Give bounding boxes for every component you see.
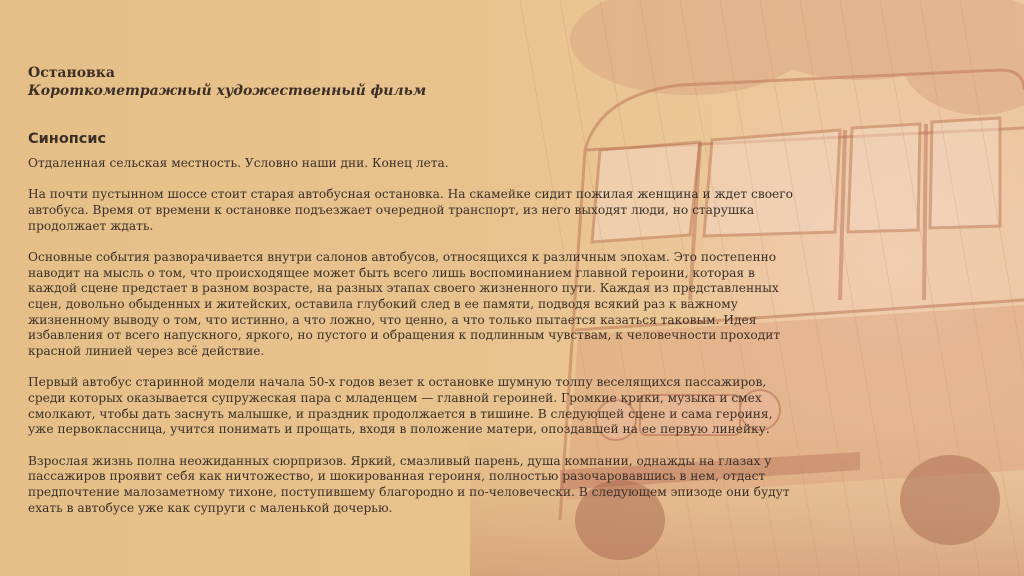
- synopsis-heading: Синопсис: [28, 131, 107, 147]
- synopsis-paragraph: Основные события разворачивается внутри салонов автобусов, относящихся к различным эпохам. Это постепенно наводит на мысль о том, что происходящее может быть всего лишь воспоминанием главной героини, которая в каждой сцене предстает в разном возрасте, на разных этапах своего жизненного пути. Каждая из представленных сцен, довольно обыденных и житейских, оставила глубокий след в ее памяти, подводя всякий раз к важному жизненному выводу о том, что истинно, а что ложно, что ценно, а что только пытается казаться таковым. Идея избавления от всего напускного, яркого, но пустого и обращения к подлинным чувствам, к человечности проходит красной линией через всё действие.: [28, 249, 781, 359]
- film-title: Остановка: [28, 65, 115, 81]
- synopsis-paragraph: Взрослая жизнь полна неожиданных сюрпризов. Яркий, смазливый парень, душа компании, однажды на глазах у пассажиров проявит себя как ничтожество, и шокированная героиня, полностью разочаровавшись в нем, отдаст предпочтение малозаметному тихоне, поступившему благородно и по-человечески. В следующем эпизоде они будут ехать в автобусе уже как супруги с маленькой дочерью.: [28, 453, 790, 515]
- content-area: [28, 64, 798, 515]
- synopsis-paragraph: Отдаленная сельская местность. Условно наши дни. Конец лета.: [28, 156, 449, 170]
- synopsis-text: [28, 156, 798, 532]
- synopsis-paragraph: На почти пустынном шоссе стоит старая автобусная остановка. На скамейке сидит пожилая женщина и ждет своего автобуса. Время от времени к остановке подъезжает очередной транспорт, из него выходят люди, но старушка продолжает ждать.: [28, 187, 793, 233]
- synopsis-paragraph: Первый автобус старинной модели начала 50-х годов везет к остановке шумную толпу веселящихся пассажиров, среди которых оказывается супружеская пара с младенцем — главной героиней. Громкие крики, музыка и смех смолкают, чтобы дать заснуть малышке, и праздник продолжается в тишине. В следующей сцене и сама героиня, уже первоклассница, учится понимать и прощать, входя в положение матери, опоздавшей на ее первую линейку.: [28, 375, 773, 437]
- film-subtitle: Короткометражный художественный фильм: [28, 83, 427, 99]
